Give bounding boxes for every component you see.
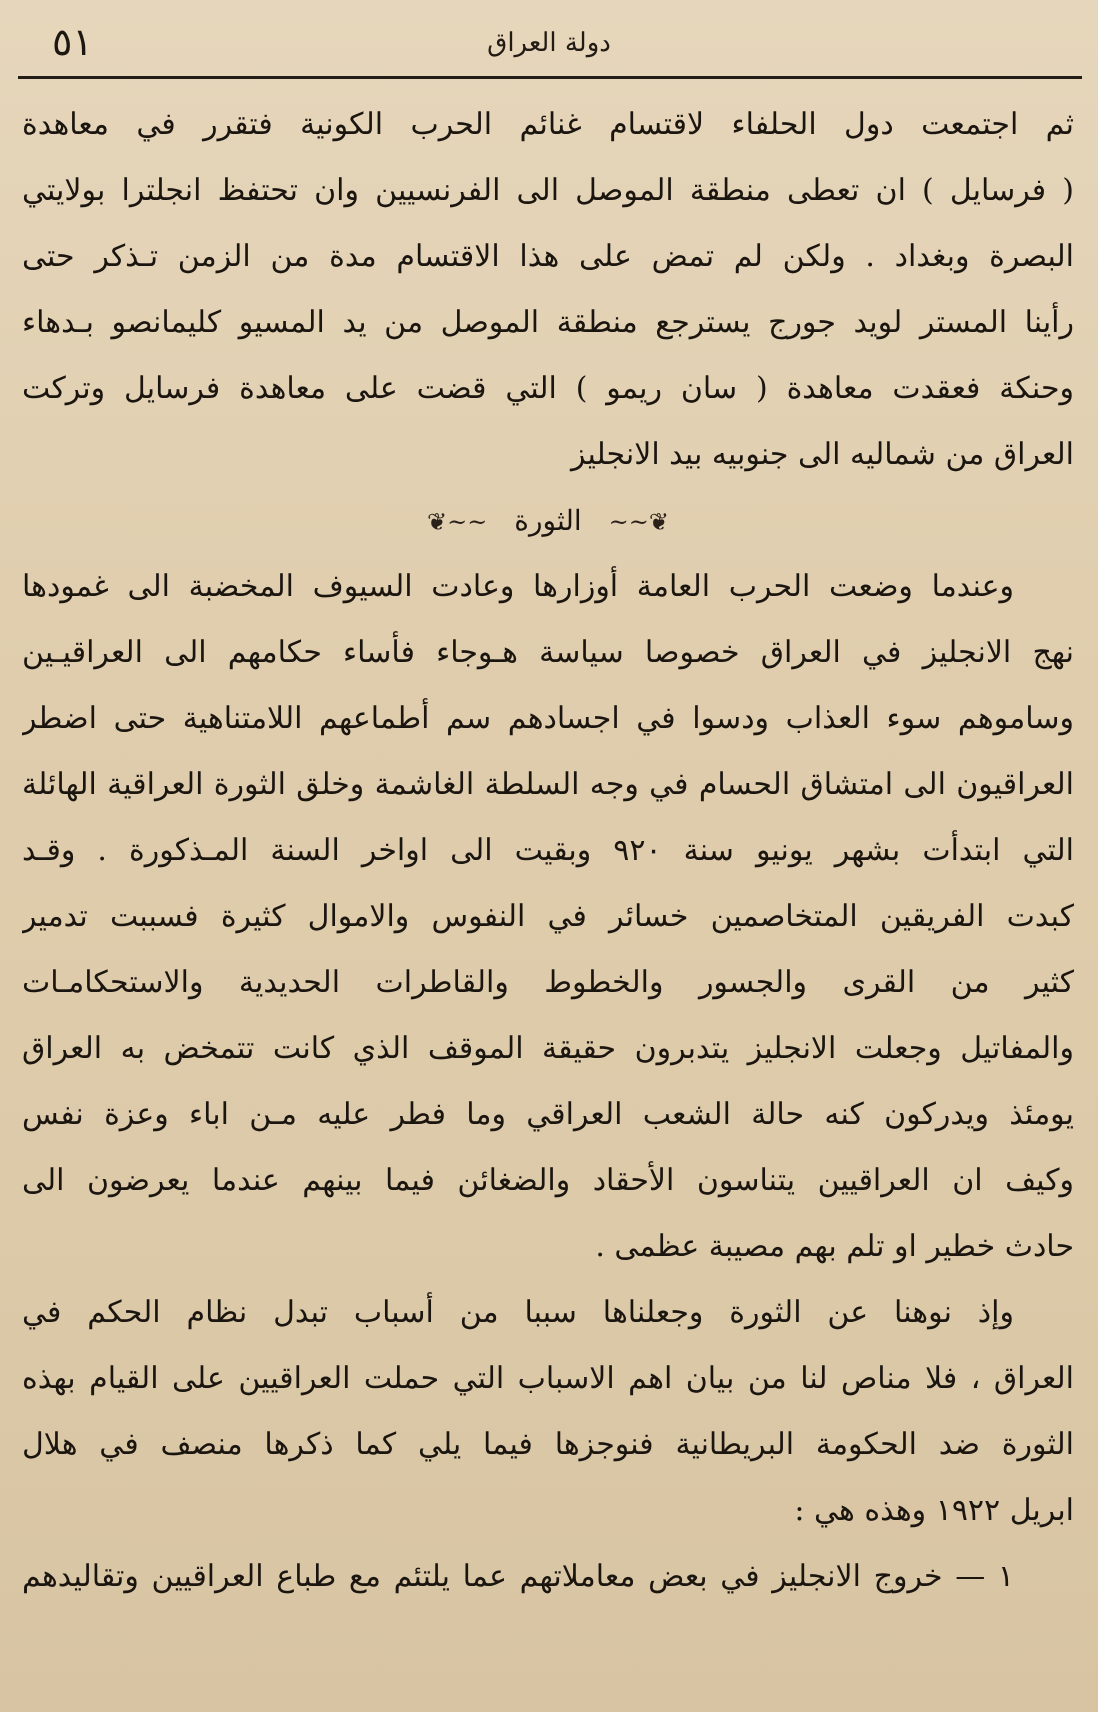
text-line: وحنكة فعقدت معاهدة ( سان ريمو ) التي قضت على معاهدة فرسايل وتركت [22,371,1074,406]
section-heading [22,488,1074,554]
text-line: رأينا المستر لويد جورج يسترجع منطقة الموصل من يد المسيو كليمانصو بـدهاء [22,305,1074,340]
text-line: وكيف ان العراقيين يتناسون الأحقاد والضغائن فيما بينهم عندما يعرضون الى [22,1163,1074,1198]
list-item: ١ — خروج الانجليز في بعض معاملاتهم عما يلتئم مع طباع العراقيين وتقاليدهم [22,1559,1014,1594]
ornament-left-icon: ❦~~ [608,508,669,536]
header-rule [18,76,1082,79]
text-line: ابريل ١٩٢٢ وهذه هي : [794,1493,1074,1528]
text-line: ثم اجتمعت دول الحلفاء لاقتسام غنائم الحرب الكونية فتقرر في معاهدة [22,107,1074,142]
text-line: العراق ، فلا مناص لنا من بيان اهم الاسباب التي حملت العراقيين على القيام بهذه [22,1361,1074,1396]
text-line: العراقيون الى امتشاق الحسام في وجه السلطة الغاشمة وخلق الثورة العراقية الهائلة [22,767,1074,802]
section-heading-text: الثورة [514,504,582,537]
text-line: وإذ نوهنا عن الثورة وجعلناها سببا من أسباب تبدل نظام الحكم في [22,1295,1014,1330]
text-line: الثورة ضد الحكومة البريطانية فنوجزها فيما يلي كما ذكرها منصف في هلال [22,1427,1074,1462]
text-line: العراق من شماليه الى جنوبيه بيد الانجليز [570,437,1074,472]
text-line: البصرة وبغداد . ولكن لم تمض على هذا الاقتسام مدة من الزمن تـذكر حتى [22,239,1074,274]
text-line: يومئذ ويدركون كنه حالة الشعب العراقي وما فطر عليه مـن اباء وعزة نفس [22,1097,1074,1132]
text-line: كبدت الفريقين المتخاصمين خسائر في النفوس والاموال كثيرة فسببت تدمير [22,899,1074,934]
text-line: حادث خطير او تلم بهم مصيبة عظمى . [595,1229,1074,1264]
text-line: نهج الانجليز في العراق خصوصا سياسة هـوجاء فأساء حكامهم الى العراقيـين [22,635,1074,670]
text-line: التي ابتدأت بشهر يونيو سنة ٩٢٠ وبقيت الى اواخر السنة المـذكورة . وقـد [22,833,1074,868]
text-line: كثير من القرى والجسور والخطوط والقاطرات الحديدية والاستحكامـات [22,965,1074,1000]
page-header [40,18,1058,70]
running-title: دولة العراق [487,28,611,58]
page-number: ٥١ [52,20,93,64]
paragraph-causes [22,1280,1074,1544]
text-line: وعندما وضعت الحرب العامة أوزارها وعادت السيوف المخضبة الى غمودها [22,569,1014,604]
paragraph-revolution [22,554,1074,1280]
text-line: والمفاتيل وجعلت الانجليز يتدبرون حقيقة الموقف الذي كانت تتمخض به العراق [22,1031,1074,1066]
body-text [22,92,1074,1610]
paragraph-treaties [22,92,1074,488]
text-line: وساموهم سوء العذاب ودسوا في اجسادهم سم أطماعهم اللامتناهية حتى اضطر [22,701,1074,736]
text-line: ( فرسايل ) ان تعطى منطقة الموصل الى الفرنسيين وان تحتفظ انجلترا بولايتي [22,173,1074,208]
ornament-right-icon: ~~❦ [427,508,488,536]
